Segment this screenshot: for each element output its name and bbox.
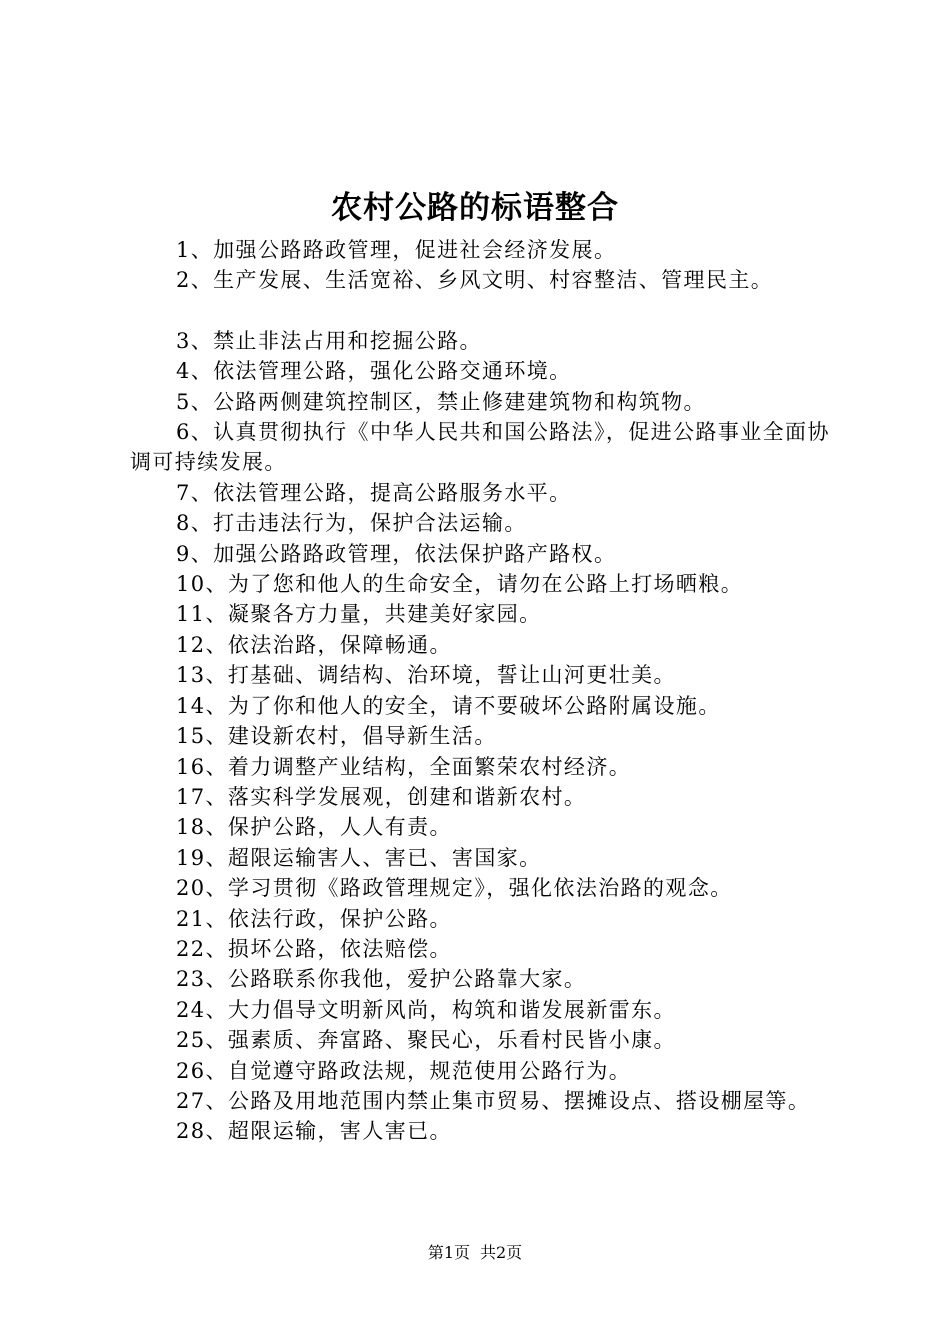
list-item: 5、公路两侧建筑控制区，禁止修建建筑物和构筑物。 (176, 389, 706, 414)
page-footer (0, 1242, 950, 1264)
list-item: 6、认真贯彻执行《中华人民共和国公路法》，促进公路事业全面协调可持续发展。 (130, 420, 830, 475)
list-item: 26、自觉遵守路政法规，规范使用公路行为。 (176, 1058, 632, 1083)
list-item: 7、依法管理公路，提高公路服务水平。 (176, 480, 572, 505)
list-item: 23、公路联系你我他，爱护公路靠大家。 (176, 967, 587, 992)
document-title: 农村公路的标语整合 (331, 190, 619, 226)
list-item: 19、超限运输害人、害已、害国家。 (176, 845, 542, 870)
list-item: 15、建设新农村，倡导新生活。 (176, 724, 497, 749)
list-item: 17、落实科学发展观，创建和谐新农村。 (176, 784, 587, 809)
slogan-list (130, 235, 840, 1147)
list-item: 11、凝聚各方力量，共建美好家园。 (176, 602, 542, 627)
list-item: 9、加强公路路政管理，依法保护路产路权。 (176, 541, 617, 566)
list-item: 24、大力倡导文明新风尚，构筑和谐发展新雷东。 (176, 997, 676, 1022)
list-item: 21、依法行政，保护公路。 (176, 906, 452, 931)
list-item: 3、禁止非法占用和挖掘公路。 (176, 328, 482, 353)
list-item: 25、强素质、奔富路、聚民心，乐看村民皆小康。 (176, 1028, 676, 1053)
list-item: 1、加强公路路政管理，促进社会经济发展。 (176, 238, 617, 262)
list-item: 28、超限运输，害人害已。 (176, 1119, 452, 1144)
list-item: 13、打基础、调结构、治环境，誓让山河更壮美。 (176, 663, 676, 688)
list-item: 27、公路及用地范围内禁止集市贸易、摆摊设点、搭设棚屋等。 (176, 1088, 811, 1113)
list-item: 10、为了您和他人的生命安全，请勿在公路上打场晒粮。 (176, 572, 744, 597)
list-item: 4、依法管理公路，强化公路交通环境。 (176, 359, 572, 384)
page-number-total: 共2页 (480, 1243, 523, 1262)
list-item: 22、损坏公路，依法赔偿。 (176, 936, 452, 961)
list-item: 14、为了你和他人的安全，请不要破坏公路附属设施。 (176, 693, 721, 718)
page-number-current: 第1页 (427, 1243, 470, 1262)
list-item: 8、打击违法行为，保护合法运输。 (176, 511, 527, 536)
list-item: 2、生产发展、生活宽裕、乡风文明、村容整洁、管理民主。 (176, 268, 774, 293)
list-item: 12、依法治路，保障畅通。 (176, 632, 452, 657)
list-item: 16、着力调整产业结构，全面繁荣农村经济。 (176, 754, 632, 779)
list-item: 20、学习贯彻《路政管理规定》，强化依法治路的观念。 (176, 876, 733, 901)
list-item: 18、保护公路，人人有责。 (176, 815, 452, 840)
